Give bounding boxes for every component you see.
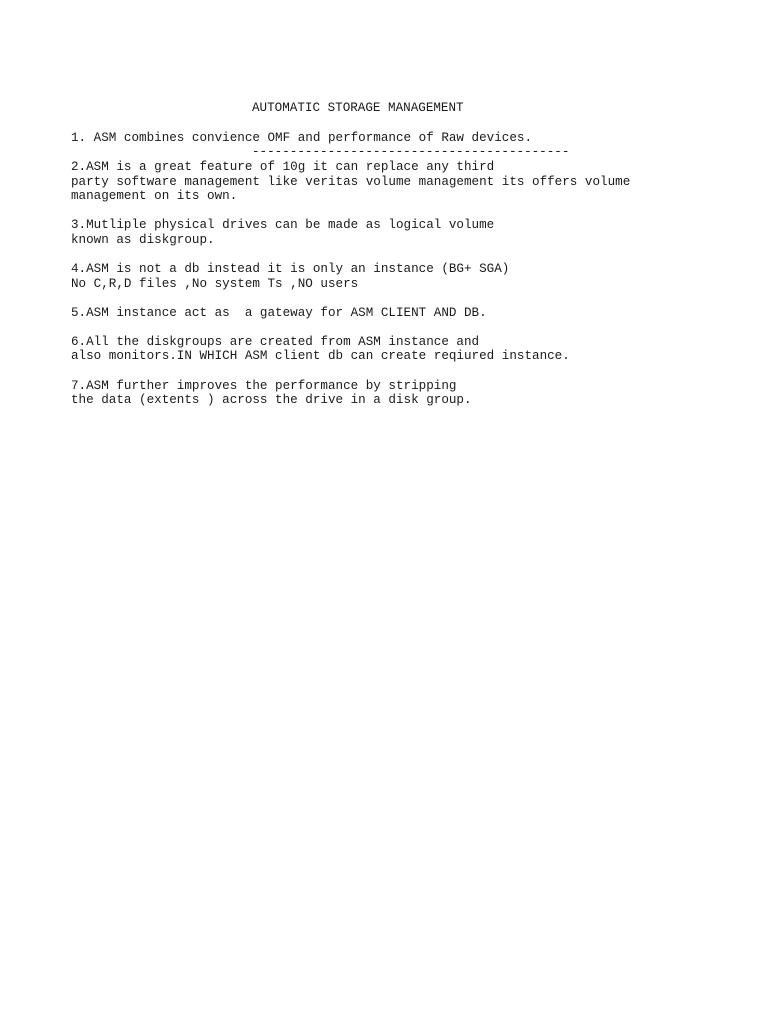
point-line: the data (extents ) across the drive in a disk group. bbox=[71, 393, 472, 408]
point-line: No C,R,D files ,No system Ts ,NO users bbox=[71, 276, 359, 291]
point-line: also monitors.IN WHICH ASM client db can create reqiured instance. bbox=[71, 349, 570, 364]
point-item bbox=[71, 306, 630, 321]
point-item bbox=[71, 335, 630, 364]
point-line: 5.ASM instance act as a gateway for ASM CLIENT AND DB. bbox=[71, 305, 487, 320]
point-line: party software management like veritas volume management its offers volume bbox=[71, 174, 631, 189]
point-line: 3.Mutliple physical drives can be made as logical volume bbox=[71, 218, 495, 233]
point-line: 2.ASM is a great feature of 10g it can replace any third bbox=[71, 160, 495, 175]
points-list bbox=[71, 131, 630, 422]
point-line: 4.ASM is not a db instead it is only an instance (BG+ SGA) bbox=[71, 262, 510, 277]
point-item bbox=[71, 262, 630, 291]
point-line: management on its own. bbox=[71, 189, 238, 204]
point-item bbox=[71, 379, 630, 408]
point-line: 6.All the diskgroups are created from ASM instance and bbox=[71, 334, 480, 349]
point-line: 7.ASM further improves the performance by stripping bbox=[71, 378, 457, 393]
title-underline: ------------------------------------------ bbox=[252, 144, 570, 159]
point-item bbox=[71, 131, 630, 146]
point-line: known as diskgroup. bbox=[71, 232, 215, 247]
point-item bbox=[71, 218, 630, 247]
point-item bbox=[71, 160, 630, 204]
point-line: 1. ASM combines convience OMF and performance of Raw devices. bbox=[71, 131, 533, 145]
document-title: AUTOMATIC STORAGE MANAGEMENT bbox=[252, 101, 464, 116]
